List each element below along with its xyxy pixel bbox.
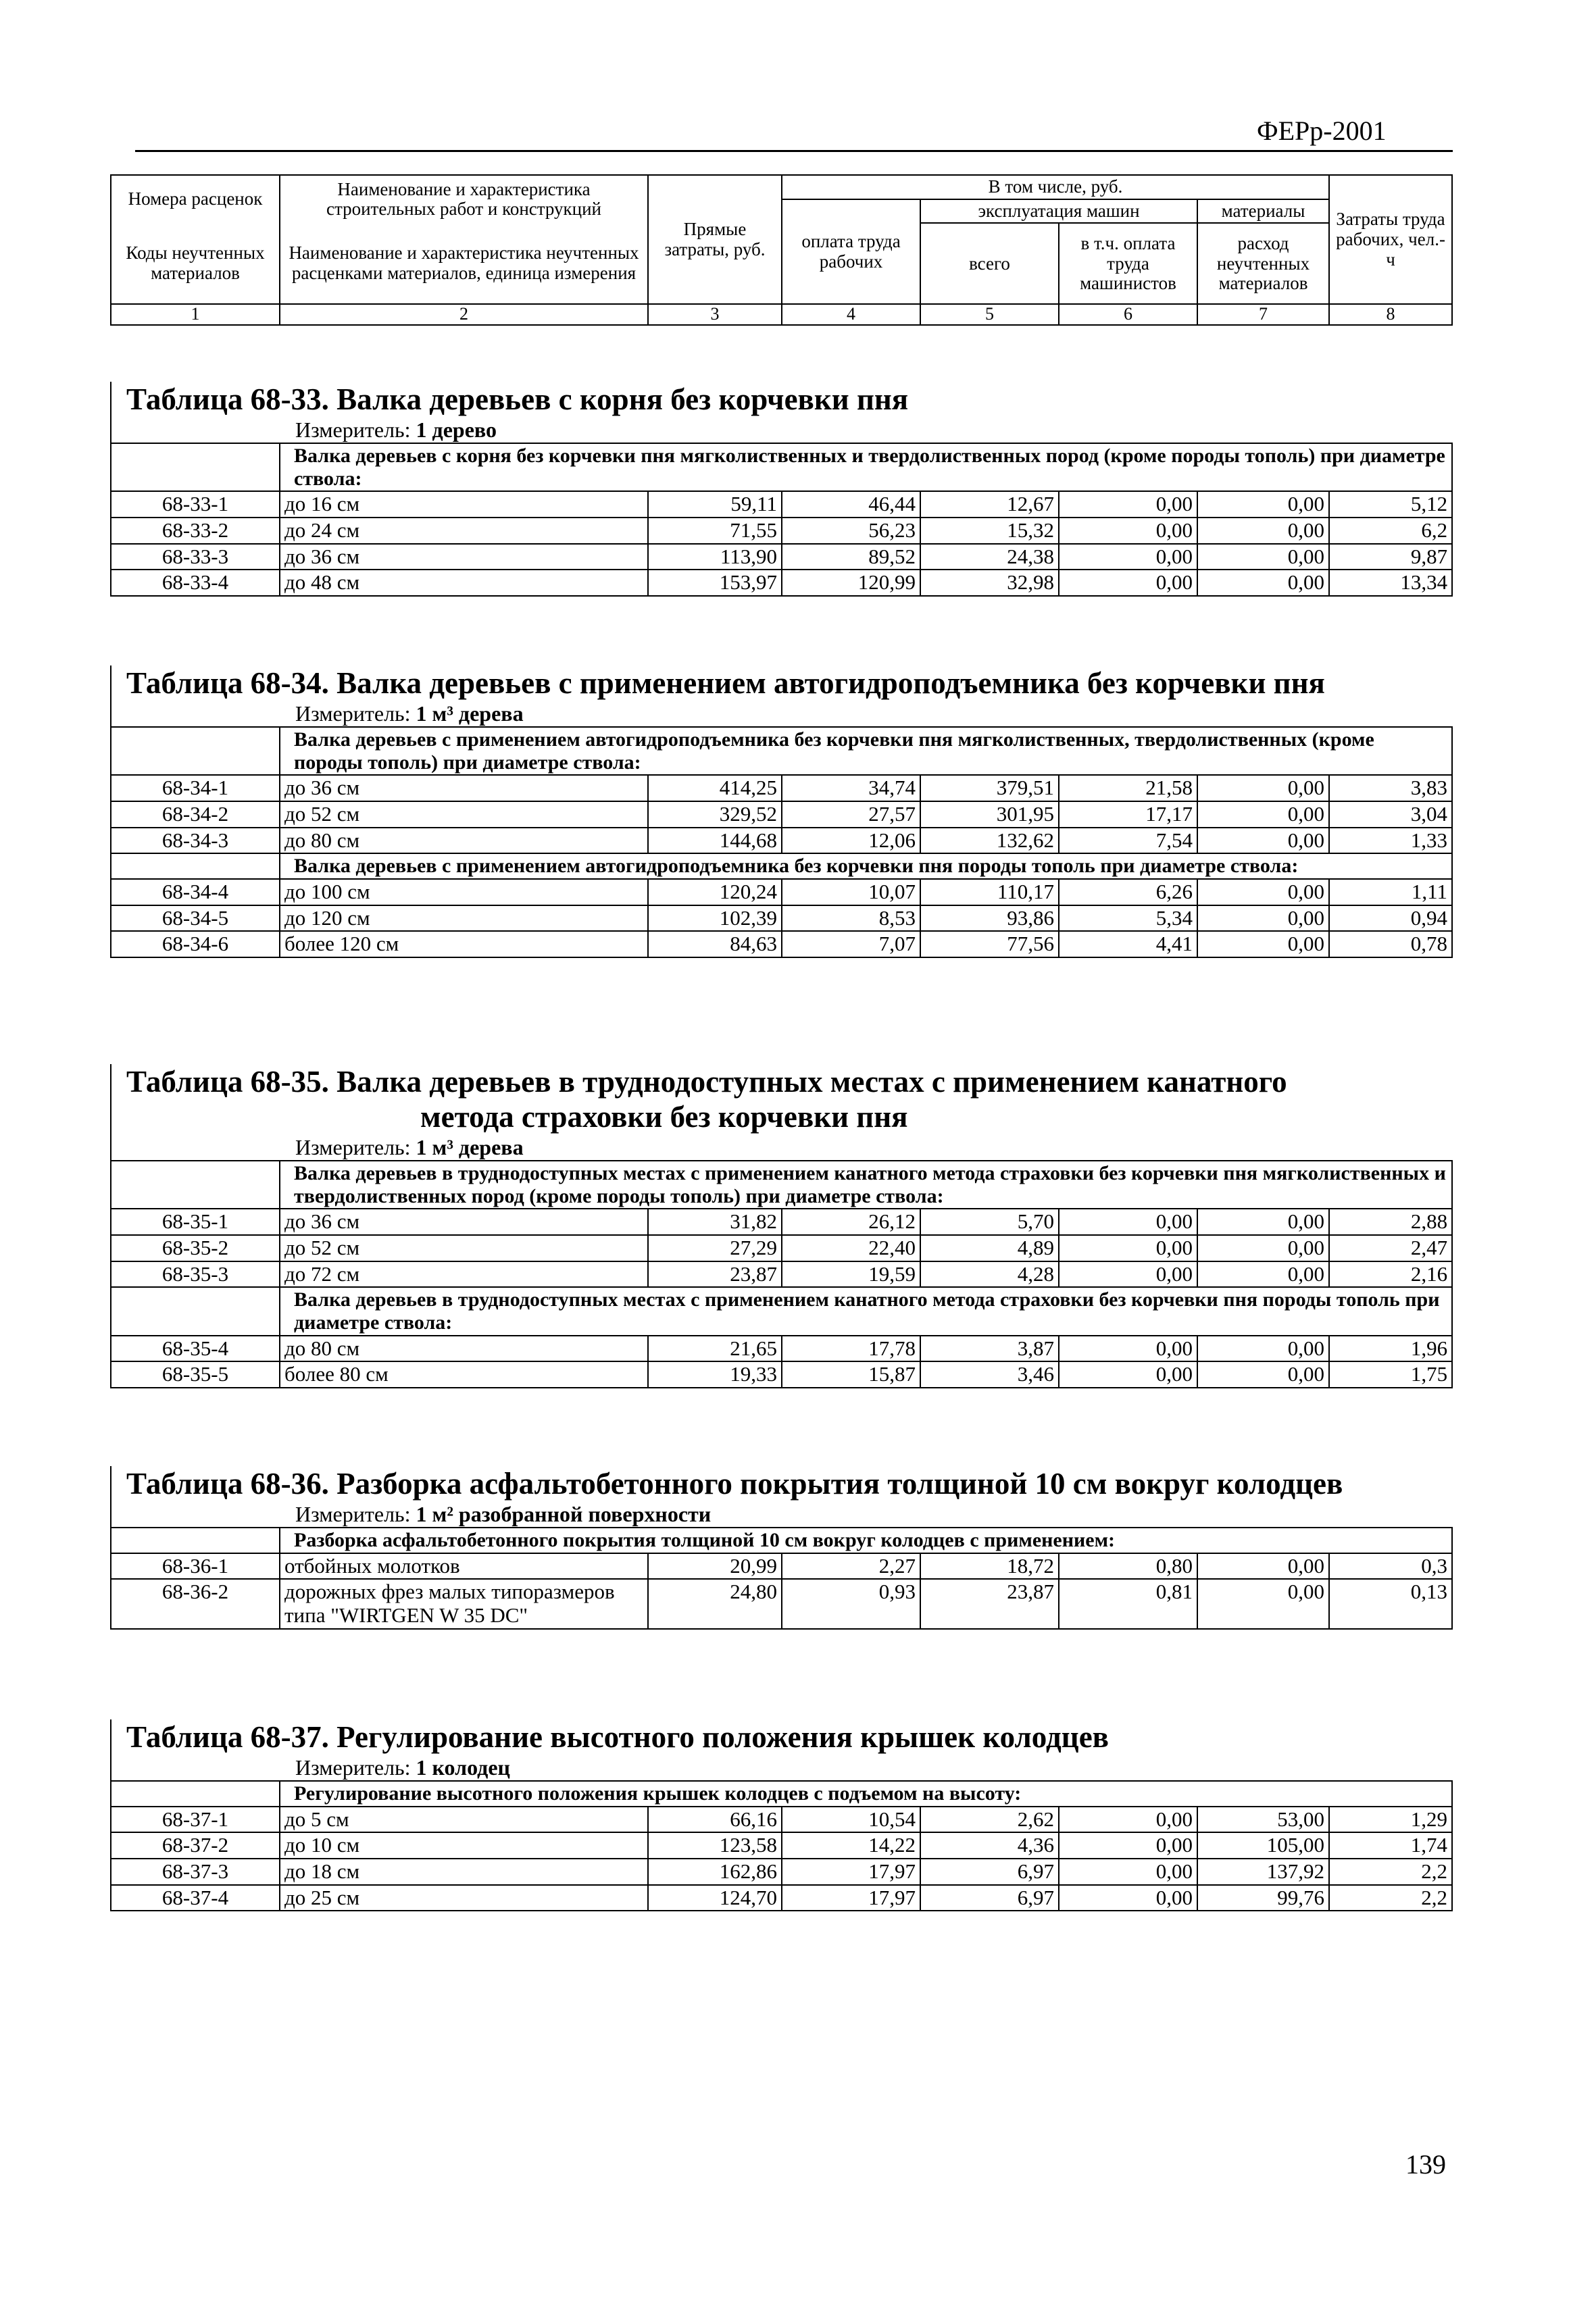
machines-total: 6,97 [920, 1859, 1059, 1885]
rate-code: 68-37-4 [111, 1885, 280, 1911]
labor-hours: 1,33 [1329, 828, 1452, 854]
group-heading-row [111, 1161, 1452, 1209]
labor-pay: 26,12 [782, 1209, 920, 1235]
direct-costs: 21,65 [648, 1336, 782, 1362]
machines-total: 301,95 [920, 801, 1059, 828]
group-heading: Валка деревьев в труднодоступных местах с применением канатного метода страховки без корчевки пня мягколиственных и твердолиственных пород (кроме породы тополь) при диаметре ствола: [280, 1161, 1452, 1209]
table-row [111, 775, 1452, 801]
materials-consumption: 0,00 [1197, 1553, 1329, 1580]
materials-consumption: 0,00 [1197, 775, 1329, 801]
labor-hours: 6,2 [1329, 518, 1452, 544]
labor-pay: 17,78 [782, 1336, 920, 1362]
table-row [111, 1336, 1452, 1362]
table-row [111, 1859, 1452, 1885]
header-material-consumption: расход неучтенных материалов [1197, 223, 1329, 304]
table-row [111, 828, 1452, 854]
rate-description: до 5 см [280, 1807, 648, 1833]
header-num-4: 4 [782, 304, 920, 325]
rate-code: 68-35-2 [111, 1235, 280, 1261]
group-heading-row [111, 1287, 1452, 1335]
header-machines-total: всего [920, 223, 1059, 304]
header-operator-pay: в т.ч. оплата труда машинистов [1059, 223, 1197, 304]
rate-code: 68-37-1 [111, 1807, 280, 1833]
labor-pay: 10,07 [782, 879, 920, 905]
labor-pay: 89,52 [782, 544, 920, 570]
operator-pay: 6,26 [1059, 879, 1197, 905]
rate-description: более 120 см [280, 931, 648, 957]
rate-description: до 36 см [280, 775, 648, 801]
table-title-continuation: метода страховки без корчевки пня [420, 1100, 908, 1134]
operator-pay: 0,80 [1059, 1553, 1197, 1580]
rate-code: 68-36-2 [111, 1579, 280, 1628]
header-labor-pay: оплата труда рабочих [782, 199, 920, 305]
labor-hours: 0,94 [1329, 905, 1452, 932]
unit-value: 1 м³ дерева [416, 701, 524, 726]
table-unit [111, 701, 1453, 726]
table-row [111, 1235, 1452, 1261]
rate-description: до 36 см [280, 1209, 648, 1235]
rate-description: до 120 см [280, 905, 648, 932]
labor-hours: 3,83 [1329, 775, 1452, 801]
materials-consumption: 137,92 [1197, 1859, 1329, 1885]
direct-costs: 27,29 [648, 1235, 782, 1261]
rate-code: 68-35-3 [111, 1261, 280, 1288]
table-row [111, 1209, 1452, 1235]
labor-hours: 2,47 [1329, 1235, 1452, 1261]
rate-description: до 16 см [280, 491, 648, 518]
labor-pay: 120,99 [782, 570, 920, 596]
table-row [111, 1832, 1452, 1859]
group-heading: Валка деревьев с применением автогидроподъемника без корчевки пня мягколиственных, твердолиственных (кроме породы тополь) при диаметре ствола: [280, 727, 1452, 775]
rate-description: до 36 см [280, 544, 648, 570]
labor-hours: 9,87 [1329, 544, 1452, 570]
group-heading-row [111, 853, 1452, 879]
materials-consumption: 0,00 [1197, 1336, 1329, 1362]
rate-code: 68-34-1 [111, 775, 280, 801]
machines-total: 2,62 [920, 1807, 1059, 1833]
operator-pay: 0,00 [1059, 1261, 1197, 1288]
machines-total: 32,98 [920, 570, 1059, 596]
machines-total: 12,67 [920, 491, 1059, 518]
labor-pay: 34,74 [782, 775, 920, 801]
labor-pay: 17,97 [782, 1859, 920, 1885]
direct-costs: 20,99 [648, 1553, 782, 1580]
rate-description: более 80 см [280, 1361, 648, 1388]
labor-hours: 0,13 [1329, 1579, 1452, 1628]
group-heading-spacer [111, 1161, 280, 1209]
group-heading-row [111, 727, 1452, 775]
labor-pay: 17,97 [782, 1885, 920, 1911]
table-row [111, 1553, 1452, 1580]
rate-description: до 18 см [280, 1859, 648, 1885]
direct-costs: 23,87 [648, 1261, 782, 1288]
machines-total: 18,72 [920, 1553, 1059, 1580]
direct-costs: 329,52 [648, 801, 782, 828]
table-row [111, 1579, 1452, 1628]
direct-costs: 31,82 [648, 1209, 782, 1235]
rate-code: 68-35-4 [111, 1336, 280, 1362]
group-heading: Валка деревьев с применением автогидроподъемника без корчевки пня породы тополь при диаметре ствола: [280, 853, 1452, 879]
header-num-3: 3 [648, 304, 782, 325]
rate-code: 68-33-3 [111, 544, 280, 570]
rate-description: до 72 см [280, 1261, 648, 1288]
labor-hours: 3,04 [1329, 801, 1452, 828]
table-title-text: Таблица 68-34. Валка деревьев с применением автогидроподъемника без корчевки пня [126, 666, 1325, 700]
direct-costs: 102,39 [648, 905, 782, 932]
group-heading-spacer [111, 1528, 280, 1553]
rate-code: 68-34-4 [111, 879, 280, 905]
table-title [111, 1719, 1453, 1755]
labor-pay: 22,40 [782, 1235, 920, 1261]
materials-consumption: 0,00 [1197, 905, 1329, 932]
materials-consumption: 0,00 [1197, 879, 1329, 905]
table-title [111, 665, 1453, 701]
materials-consumption: 0,00 [1197, 1235, 1329, 1261]
machines-total: 4,89 [920, 1235, 1059, 1261]
header-materials: материалы [1197, 199, 1329, 224]
section-68-34 [110, 665, 1453, 958]
rate-code: 68-33-2 [111, 518, 280, 544]
unit-label: Измеритель: [295, 1135, 411, 1159]
materials-consumption: 0,00 [1197, 544, 1329, 570]
unit-value: 1 колодец [416, 1755, 510, 1780]
direct-costs: 414,25 [648, 775, 782, 801]
group-heading-row [111, 443, 1452, 491]
group-heading-spacer [111, 443, 280, 491]
direct-costs: 19,33 [648, 1361, 782, 1388]
operator-pay: 0,00 [1059, 1832, 1197, 1859]
labor-hours: 2,16 [1329, 1261, 1452, 1288]
materials-consumption: 0,00 [1197, 491, 1329, 518]
labor-hours: 2,2 [1329, 1859, 1452, 1885]
labor-pay: 7,07 [782, 931, 920, 957]
table-unit [111, 1501, 1453, 1527]
materials-consumption: 0,00 [1197, 518, 1329, 544]
rates-table [110, 726, 1453, 958]
operator-pay: 21,58 [1059, 775, 1197, 801]
rate-code: 68-37-2 [111, 1832, 280, 1859]
table-row [111, 801, 1452, 828]
group-heading-row [111, 1781, 1452, 1807]
rates-table [110, 1160, 1453, 1388]
direct-costs: 59,11 [648, 491, 782, 518]
machines-total: 132,62 [920, 828, 1059, 854]
operator-pay: 0,00 [1059, 1859, 1197, 1885]
machines-total: 6,97 [920, 1885, 1059, 1911]
rates-table [110, 1527, 1453, 1630]
unit-value: 1 дерево [416, 418, 497, 442]
column-header-table [110, 174, 1453, 326]
table-title [111, 382, 1453, 417]
header-num-8: 8 [1329, 304, 1452, 325]
table-row [111, 1361, 1452, 1388]
operator-pay: 0,00 [1059, 1235, 1197, 1261]
rate-code: 68-35-1 [111, 1209, 280, 1235]
machines-total: 4,28 [920, 1261, 1059, 1288]
direct-costs: 144,68 [648, 828, 782, 854]
materials-consumption: 0,00 [1197, 828, 1329, 854]
rate-code: 68-34-2 [111, 801, 280, 828]
rate-description: до 10 см [280, 1832, 648, 1859]
materials-consumption: 53,00 [1197, 1807, 1329, 1833]
materials-consumption: 0,00 [1197, 931, 1329, 957]
header-machines: эксплуатация машин [920, 199, 1197, 224]
unit-value: 1 м³ дерева [416, 1135, 524, 1159]
labor-pay: 12,06 [782, 828, 920, 854]
direct-costs: 120,24 [648, 879, 782, 905]
machines-total: 24,38 [920, 544, 1059, 570]
page-number: 139 [1405, 2149, 1446, 2180]
labor-pay: 46,44 [782, 491, 920, 518]
labor-pay: 19,59 [782, 1261, 920, 1288]
materials-consumption: 0,00 [1197, 801, 1329, 828]
rate-description: отбойных молотков [280, 1553, 648, 1580]
table-row [111, 544, 1452, 570]
rate-code: 68-34-5 [111, 905, 280, 932]
table-row [111, 1261, 1452, 1288]
materials-consumption: 0,00 [1197, 1361, 1329, 1388]
section-68-35 [110, 1064, 1453, 1388]
machines-total: 15,32 [920, 518, 1059, 544]
document-code: ФЕРр-2001 [1257, 116, 1387, 146]
machines-total: 77,56 [920, 931, 1059, 957]
labor-hours: 1,29 [1329, 1807, 1452, 1833]
direct-costs: 123,58 [648, 1832, 782, 1859]
direct-costs: 84,63 [648, 931, 782, 957]
table-title [111, 1064, 1453, 1134]
unit-label: Измеритель: [295, 1755, 411, 1780]
machines-total: 3,46 [920, 1361, 1059, 1388]
unit-label: Измеритель: [295, 701, 411, 726]
machines-total: 3,87 [920, 1336, 1059, 1362]
labor-pay: 27,57 [782, 801, 920, 828]
operator-pay: 0,00 [1059, 1361, 1197, 1388]
group-heading: Разборка асфальтобетонного покрытия толщиной 10 см вокруг колодцев с применением: [280, 1528, 1452, 1553]
direct-costs: 113,90 [648, 544, 782, 570]
labor-pay: 0,93 [782, 1579, 920, 1628]
header-num-7: 7 [1197, 304, 1329, 325]
table-title [111, 1466, 1453, 1501]
table-unit [111, 417, 1453, 443]
table-title-text: Таблица 68-33. Валка деревьев с корня без корчевки пня [126, 382, 909, 416]
operator-pay: 17,17 [1059, 801, 1197, 828]
machines-total: 110,17 [920, 879, 1059, 905]
section-68-36 [110, 1466, 1453, 1630]
group-heading: Валка деревьев в труднодоступных местах с применением канатного метода страховки без корчевки пня породы тополь при диаметре ствола: [280, 1287, 1452, 1335]
rate-description: до 80 см [280, 1336, 648, 1362]
group-heading-spacer [111, 727, 280, 775]
direct-costs: 153,97 [648, 570, 782, 596]
direct-costs: 66,16 [648, 1807, 782, 1833]
labor-hours: 0,78 [1329, 931, 1452, 957]
group-heading: Валка деревьев с корня без корчевки пня мягколиственных и твердолиственных пород (кроме породы тополь) при диаметре ствола: [280, 443, 1452, 491]
labor-hours: 1,11 [1329, 879, 1452, 905]
group-heading-spacer [111, 853, 280, 879]
operator-pay: 0,00 [1059, 1885, 1197, 1911]
direct-costs: 71,55 [648, 518, 782, 544]
machines-total: 4,36 [920, 1832, 1059, 1859]
table-row [111, 905, 1452, 932]
table-row [111, 491, 1452, 518]
rate-description: до 100 см [280, 879, 648, 905]
rate-description: до 24 см [280, 518, 648, 544]
materials-consumption: 0,00 [1197, 1261, 1329, 1288]
rate-code: 68-37-3 [111, 1859, 280, 1885]
unit-value: 1 м² разобранной поверхности [416, 1502, 712, 1526]
machines-total: 23,87 [920, 1579, 1059, 1628]
rate-description: до 80 см [280, 828, 648, 854]
rate-description: до 52 см [280, 1235, 648, 1261]
direct-costs: 162,86 [648, 1859, 782, 1885]
labor-hours: 5,12 [1329, 491, 1452, 518]
operator-pay: 0,00 [1059, 570, 1197, 596]
labor-pay: 56,23 [782, 518, 920, 544]
labor-hours: 1,75 [1329, 1361, 1452, 1388]
labor-hours: 0,3 [1329, 1553, 1452, 1580]
unit-label: Измеритель: [295, 418, 411, 442]
rate-code: 68-36-1 [111, 1553, 280, 1580]
operator-pay: 0,81 [1059, 1579, 1197, 1628]
operator-pay: 0,00 [1059, 1807, 1197, 1833]
labor-hours: 13,34 [1329, 570, 1452, 596]
table-title-text: Таблица 68-35. Валка деревьев в труднодоступных местах с применением канатного [126, 1065, 1287, 1099]
rate-description: дорожных фрез малых типоразмеров типа "WIRTGEN W 35 DC" [280, 1579, 648, 1628]
machines-total: 379,51 [920, 775, 1059, 801]
rate-description: до 48 см [280, 570, 648, 596]
table-unit [111, 1755, 1453, 1780]
header-labor-costs: Затраты труда рабочих, чел.-ч [1329, 175, 1452, 304]
materials-consumption: 105,00 [1197, 1832, 1329, 1859]
table-unit [111, 1134, 1453, 1160]
materials-consumption: 0,00 [1197, 1579, 1329, 1628]
operator-pay: 0,00 [1059, 544, 1197, 570]
labor-pay: 8,53 [782, 905, 920, 932]
machines-total: 93,86 [920, 905, 1059, 932]
labor-hours: 1,96 [1329, 1336, 1452, 1362]
operator-pay: 7,54 [1059, 828, 1197, 854]
operator-pay: 0,00 [1059, 1336, 1197, 1362]
labor-pay: 2,27 [782, 1553, 920, 1580]
labor-pay: 14,22 [782, 1832, 920, 1859]
header-work-name: Наименование и характеристика строительных работ и конструкций [280, 175, 648, 223]
labor-hours: 1,74 [1329, 1832, 1452, 1859]
rate-code: 68-33-4 [111, 570, 280, 596]
direct-costs: 124,70 [648, 1885, 782, 1911]
operator-pay: 0,00 [1059, 1209, 1197, 1235]
operator-pay: 5,34 [1059, 905, 1197, 932]
group-heading: Регулирование высотного положения крышек колодцев с подъемом на высоту: [280, 1781, 1452, 1807]
header-num-6: 6 [1059, 304, 1197, 325]
materials-consumption: 99,76 [1197, 1885, 1329, 1911]
labor-hours: 2,88 [1329, 1209, 1452, 1235]
operator-pay: 4,41 [1059, 931, 1197, 957]
table-row [111, 1885, 1452, 1911]
header-num-5: 5 [920, 304, 1059, 325]
header-including: В том числе, руб. [782, 175, 1329, 199]
header-num-2: 2 [280, 304, 648, 325]
rate-code: 68-34-6 [111, 931, 280, 957]
section-68-33 [110, 382, 1453, 597]
labor-hours: 2,2 [1329, 1885, 1452, 1911]
group-heading-row [111, 1528, 1452, 1553]
group-heading-spacer [111, 1287, 280, 1335]
rates-table [110, 1780, 1453, 1911]
labor-pay: 10,54 [782, 1807, 920, 1833]
header-direct-costs: Прямые затраты, руб. [648, 175, 782, 304]
table-row [111, 931, 1452, 957]
section-68-37 [110, 1719, 1453, 1911]
table-row [111, 518, 1452, 544]
header-num-1: 1 [111, 304, 280, 325]
materials-consumption: 0,00 [1197, 570, 1329, 596]
table-row [111, 1807, 1452, 1833]
operator-pay: 0,00 [1059, 491, 1197, 518]
operator-pay: 0,00 [1059, 518, 1197, 544]
labor-pay: 15,87 [782, 1361, 920, 1388]
rate-code: 68-35-5 [111, 1361, 280, 1388]
unit-label: Измеритель: [295, 1502, 411, 1526]
header-material-codes: Коды неучтенных материалов [111, 223, 280, 304]
group-heading-spacer [111, 1781, 280, 1807]
rate-description: до 52 см [280, 801, 648, 828]
table-row [111, 879, 1452, 905]
rate-description: до 25 см [280, 1885, 648, 1911]
header-rule [135, 150, 1453, 152]
table-row [111, 570, 1452, 596]
rates-table [110, 443, 1453, 597]
header-rate-number: Номера расценок [111, 175, 280, 223]
materials-consumption: 0,00 [1197, 1209, 1329, 1235]
header-material-name: Наименование и характеристика неучтенных расценками материалов, единица измерения [280, 223, 648, 304]
table-title-text: Таблица 68-36. Разборка асфальтобетонного покрытия толщиной 10 см вокруг колодцев [126, 1467, 1343, 1501]
table-title-text: Таблица 68-37. Регулирование высотного положения крышек колодцев [126, 1720, 1109, 1754]
direct-costs: 24,80 [648, 1579, 782, 1628]
machines-total: 5,70 [920, 1209, 1059, 1235]
rate-code: 68-33-1 [111, 491, 280, 518]
rate-code: 68-34-3 [111, 828, 280, 854]
